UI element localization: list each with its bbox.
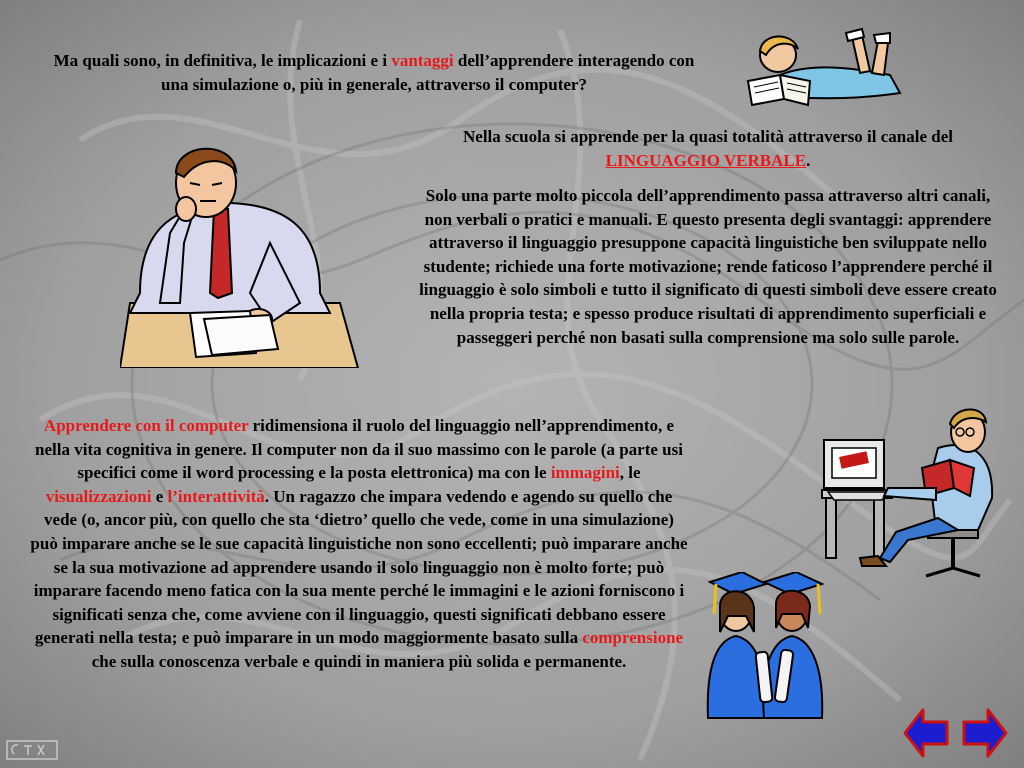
paragraph3-text-5: che sulla conoscenza verbale e quindi in maniera più solida e permanente.	[91, 651, 627, 671]
arrow-right-icon	[964, 710, 1006, 756]
paragraph1-end: .	[806, 150, 811, 170]
highlight-visualizations: visualizzazioni	[45, 486, 152, 506]
man-at-computer-icon	[818, 408, 1008, 586]
graduates-icon	[702, 572, 828, 722]
paragraph-verbal-language	[412, 125, 1004, 172]
paragraph3-text-3: e	[151, 486, 168, 506]
paragraph3-text-1: ridimensiona il ruolo del linguaggio nell’apprendimento, e nella vita cognitiva in genere. Il computer non da il suo massimo con le parole (a parte usi specifici come il word processing e la posta elettronica) ma con le	[35, 416, 683, 483]
paragraph-computer-learning	[30, 414, 688, 674]
verbal-language-highlight: LINGUAGGIO VERBALE	[605, 150, 807, 170]
question-text-2: dell’apprendere interagendo con una simulazione o, più in generale, attraverso il computer?	[161, 51, 695, 94]
question-highlight: vantaggi	[391, 51, 454, 70]
next-slide-button[interactable]	[962, 707, 1008, 759]
highlight-images: immagini	[550, 463, 620, 483]
tired-man-at-desk-icon	[120, 143, 360, 368]
paragraph-disadvantages: Solo una parte molto piccola dell’apprendimento passa attraverso altri canali, non verbali o pratici e manuali. E questo presenta degli svantaggi: apprendere attraverso il linguaggio presuppone capacità linguistiche ben sviluppate nello studente; richiede una forte motivazione; rende faticoso l’apprendere perché il linguaggio è solo simboli e tutto il significato di questi simboli deve essere creato nella propria testa; e spesso produce risultati di apprendimento superficiali e passeggeri perché non basati sulla comprensione ma solo sulle parole.	[419, 186, 997, 347]
girl-reading-book-icon	[740, 15, 912, 107]
arrow-left-icon	[905, 710, 947, 756]
paragraph3-text-2: , le	[619, 463, 641, 483]
paragraph1-text: Nella scuola si apprende per la quasi totalità attraverso il canale del	[463, 127, 953, 146]
question-text-1: Ma quali sono, in definitiva, le implicazioni e i	[53, 51, 392, 70]
highlight-interactivity: l’interattività	[167, 486, 265, 506]
highlight-learn-with-computer: Apprendere con il computer	[43, 416, 249, 435]
paragraph3-text-4: . Un ragazzo che impara vedendo e agendo su quello che vede (o, ancor più, con quello che sta ‘dietro’ quello che vede, come in una simulazione) può imparare anche se le sue capacità linguistiche non sono eccellenti; può imparare anche se la sua motivazione ad apprendere usando il solo linguaggio non è molto forte; può imparare facendo meno fatica con la sua mente perché le immagini e le azioni forniscono i significati senza che, come avviene con il linguaggio, questi significati debbano essere generati nella testa; e può imparare in un modo maggiormente basato sulla	[30, 486, 688, 648]
watermark-logo	[6, 740, 58, 760]
previous-slide-button[interactable]	[903, 707, 949, 759]
highlight-comprehension: comprensione	[582, 628, 684, 648]
question-heading	[40, 49, 708, 96]
